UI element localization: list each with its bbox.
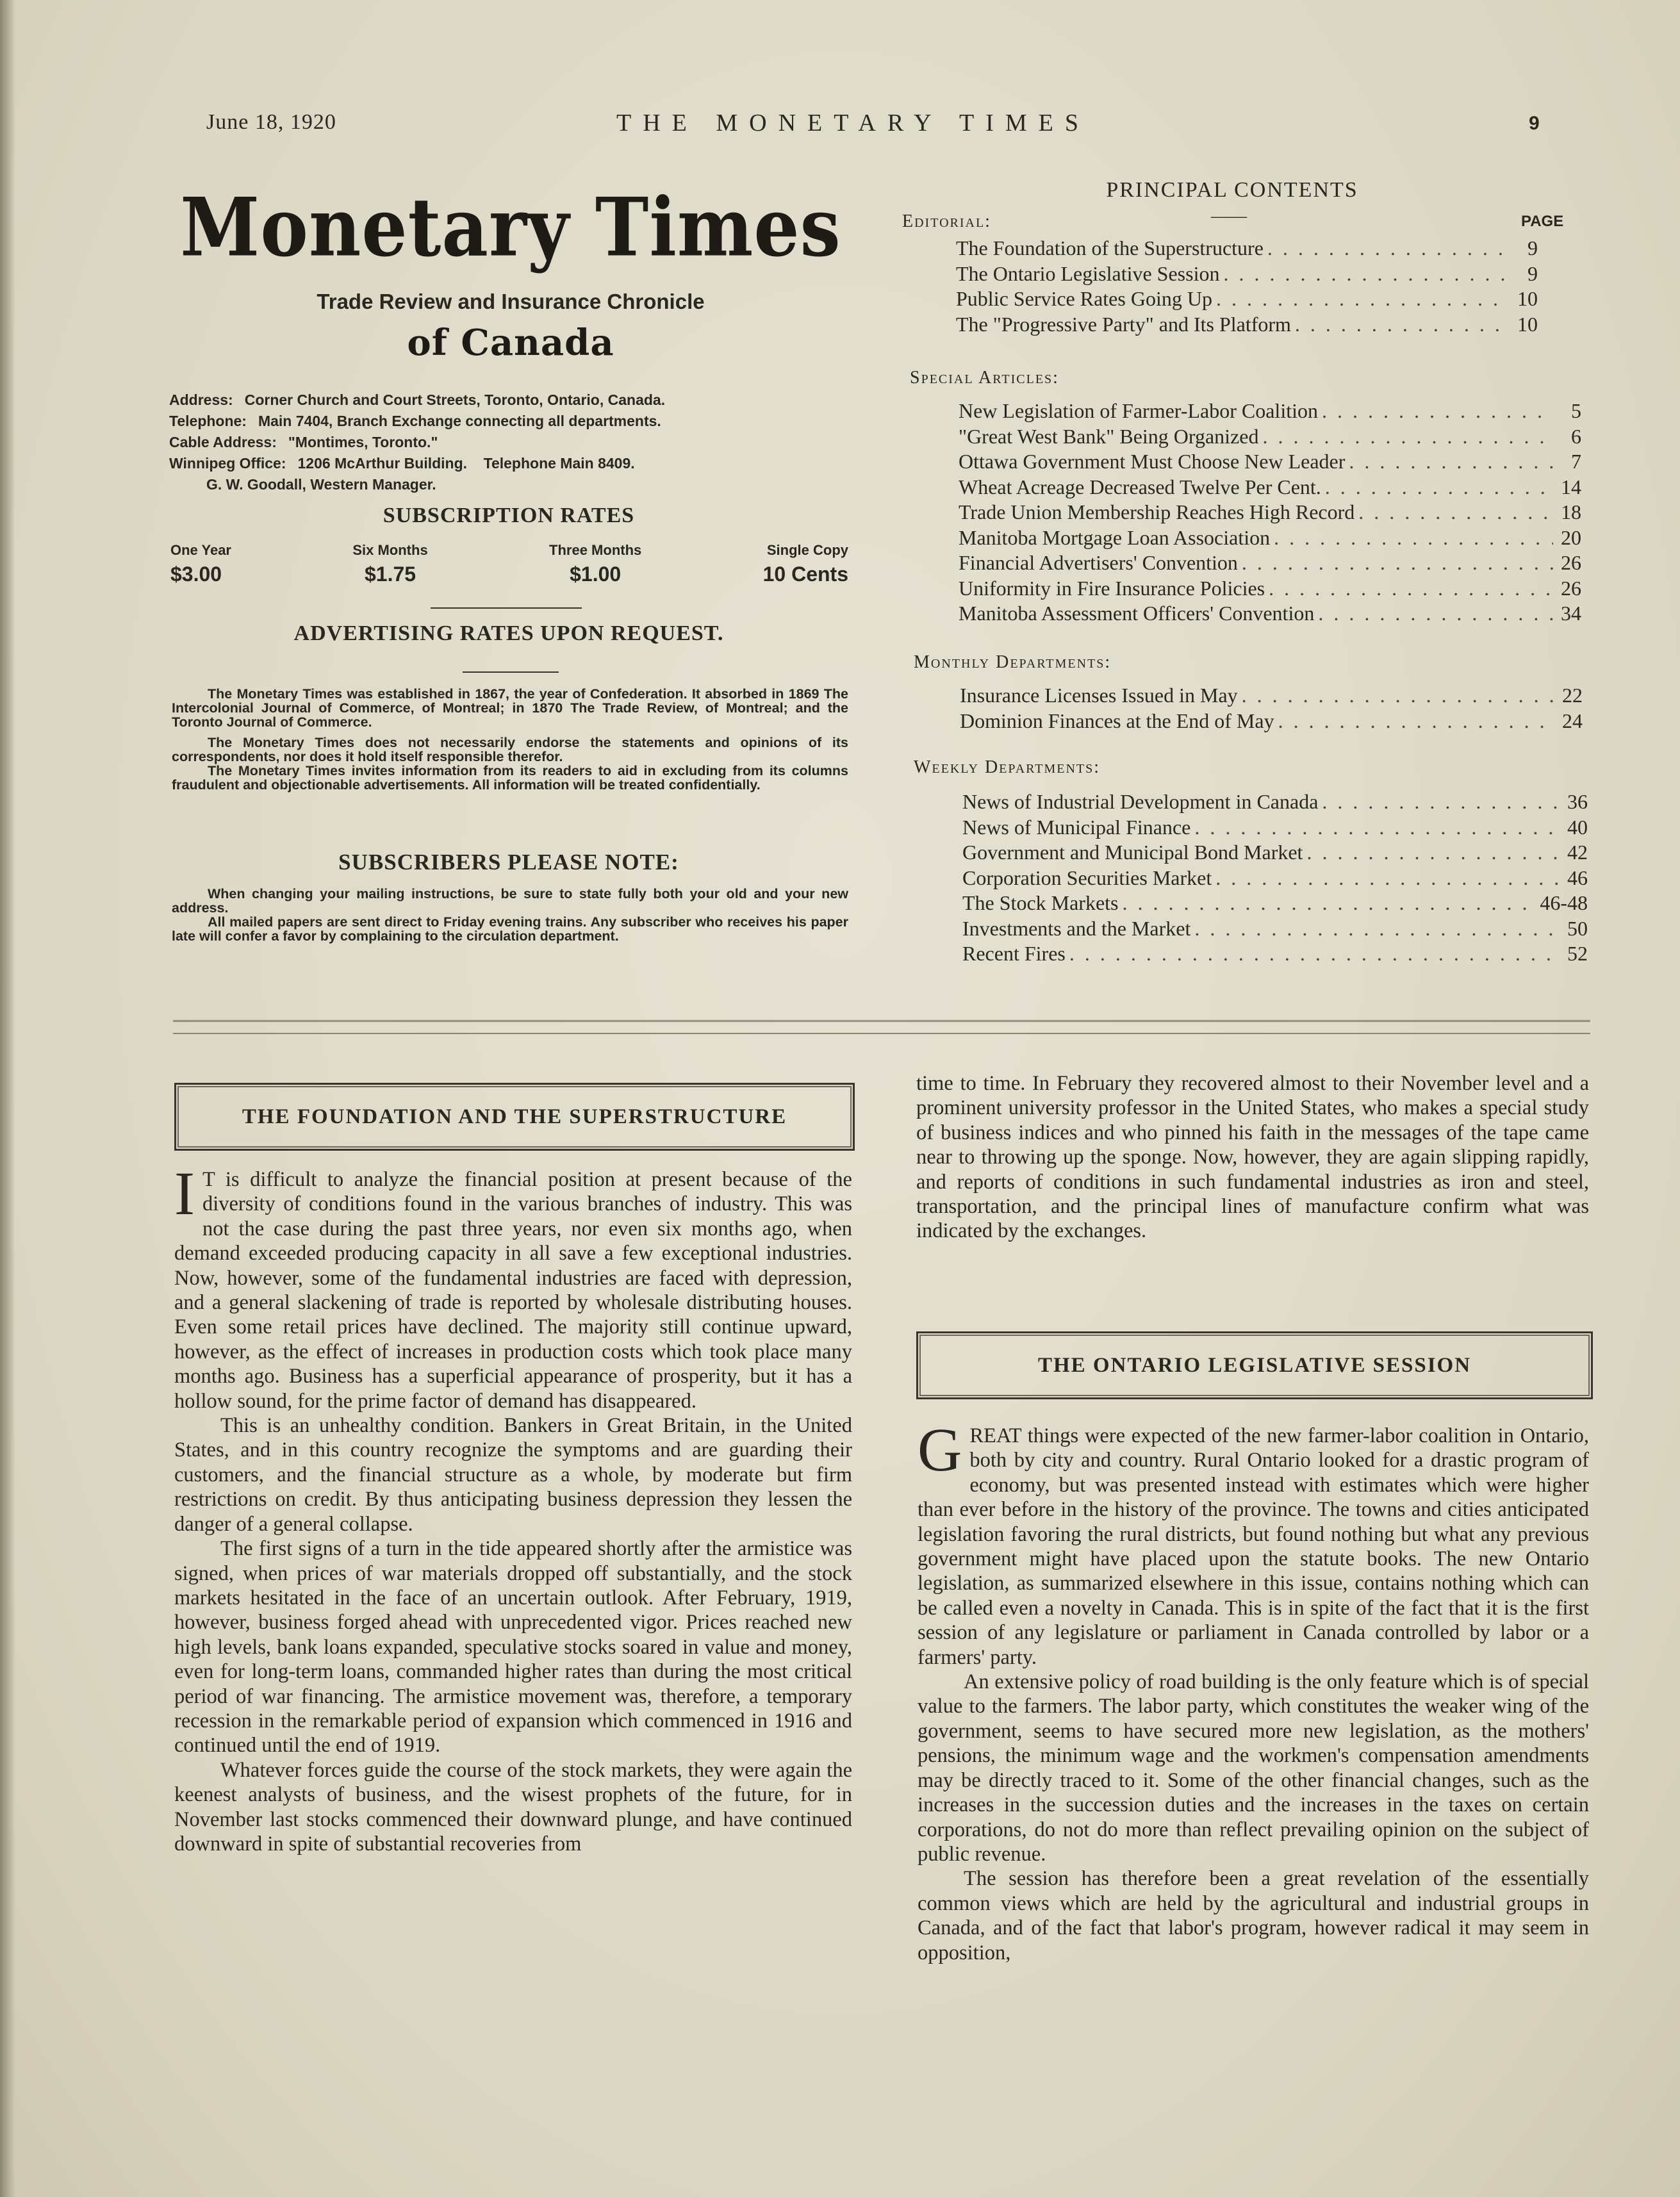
subscription-rates [170,542,848,586]
section-rule [173,1033,1590,1034]
toc-item[interactable]: Investments and the Market . . . 50 [962,916,1588,942]
contents-editorial-list [956,236,1538,337]
toc-item[interactable]: Corporation Securities Market . . . 46 [962,866,1588,891]
article-paragraph: time to time. In February they recovered almost to their November level and a prominent university professor in the United States, who makes a special study of business indices and who pinned his faith in the messages of the tape came near to throwing up the sponge. Now, however, they are again slipping rapidly, and reports of conditions in such fundamental industries as iron and steel, transportation, and the principal lines of manufacture confirm what was indicated by the exchanges. [916,1072,1589,1243]
contents-special-list [959,399,1581,627]
toc-item[interactable]: The Ontario Legislative Session . . . 9 [956,261,1538,287]
toc-item[interactable]: Government and Municipal Bond Market . . . 42 [962,840,1588,866]
toc-item[interactable]: Dominion Finances at the End of May . . . 24 [960,709,1583,734]
address-block [169,390,848,495]
contents-section-monthly: Monthly Departments: [914,652,1112,672]
winnipeg-line: Winnipeg Office: 1206 McArthur Building. Telephone Main 8409. [169,455,635,472]
masthead [168,181,853,364]
article-paragraph: The first signs of a turn in the tide appeared shortly after the armistice was signed, when prices of war materials dropped off substantially, and the stock markets hesitated in the face of an uncertain outlook. After February, 1919, however, business forged ahead with unprecedented vigor. Prices reached new high levels, bank loans expanded, speculative stocks soared in value and money, even for long-term loans, commanded higher rates than during the most critical period of war financing. The armistice movement was, therefore, a temporary recession in the remarkable period of expansion which commenced in 1916 and continued until the end of 1919. [174,1537,852,1757]
telephone-line: Telephone: Main 7404, Branch Exchange connecting all departments. [169,413,661,429]
running-title: THE MONETARY TIMES [616,110,1090,136]
drop-cap: G [918,1415,962,1484]
subscribers-notes [172,887,848,943]
toc-item[interactable]: The "Progressive Party" and Its Platform . . . 10 [956,312,1538,338]
contents-title: PRINCIPAL CONTENTS [1106,178,1358,202]
rate-three-months: Three Months $1.00 [549,542,642,586]
article-paragraph: Whatever forces guide the course of the stock markets, they were again the keenest analysts of business, and the wisest prophets of the future, for in November last stocks commenced their downward plunge, and have continued downward in spite of substantial recoveries from [174,1758,852,1856]
toc-item[interactable]: Ottawa Government Must Choose New Leader . . . 7 [959,449,1581,475]
page-label: PAGE [1521,213,1564,230]
article-ontario-body [918,1415,1589,1965]
toc-item[interactable]: Recent Fires . . . 52 [962,941,1588,967]
contents-section-editorial: Editorial: [902,211,991,231]
article-paragraph: I T is difficult to analyze the financial position at present because of the diversity of conditions found in the various branches of industry. This was not the case during the past three years, nor even six months ago, when demand exceeded producing capacity in all save a few exceptional industries. Now, however, some of the fundamental industries are faced with depression, and a general slackening of trade is reported by wholesale distributing houses. Even some retail prices have declined. The majority still continue upward, however, as the effect of increases in production costs which took place many months ago. Business has a superficial appearance of prosperity, but it has a hollow sound, for the prime factor of demand has disappeared. [174,1159,852,1413]
subscribers-heading: SUBSCRIBERS PLEASE NOTE: [338,850,679,875]
section-rule [173,1020,1590,1022]
toc-item[interactable]: "Great West Bank" Being Organized . . . 6 [959,424,1581,450]
article-paragraph: GREAT things were expected of the new farmer-labor coalition in Ontario, both by city and country. Rural Ontario looked for a drastic program of economy, but was presented instead with estimates which were higher than ever before in the history of the province. The towns and cities anticipated legislation favoring the rural districts, but found nothing but what any previous government might have placed upon the statute books. The new Ontario legislation, as summarized elsewhere in this issue, contains nothing which can be called even a novelty in Canada. This is in spite of the fact that it is the first session of any legislature or parliament in Canada controlled by labor or a farmers' party. [918,1415,1589,1669]
rate-six-months: Six Months $1.75 [352,542,428,586]
toc-item[interactable]: Public Service Rates Going Up . . . 10 [956,286,1538,312]
headline-foundation: THE FOUNDATION AND THE SUPERSTRUCTURE [174,1083,855,1151]
rate-single-copy: Single Copy 10 Cents [762,542,848,586]
subscription-heading: SUBSCRIPTION RATES [383,504,635,527]
masthead-title: Monetary Times [180,181,841,275]
rate-one-year: One Year $3.00 [170,542,231,586]
page-number: 9 [1529,113,1540,134]
divider [463,671,559,673]
toc-item[interactable]: New Legislation of Farmer-Labor Coalition . . . 5 [959,399,1581,424]
publication-notes [172,687,848,792]
note-delivery: All mailed papers are sent direct to Friday evening trains. Any subscriber who receives his paper late will confer a favor by complaining to the circulation department. [172,914,848,944]
note-mailing: When changing your mailing instructions, be sure to state fully both your old and your new address. [172,886,848,916]
article-paragraph: This is an unhealthy condition. Bankers in Great Britain, in the United States, and in this country recognize the symptoms and are guarding their customers, and the financial structure as a whole, by moderate but firm restrictions on credit. By thus anticipating business depression they lessen the danger of a general collapse. [174,1414,852,1536]
toc-item[interactable]: The Foundation of the Superstructure . . . 9 [956,236,1538,261]
toc-item[interactable]: Manitoba Mortgage Loan Association . . . 20 [959,525,1581,551]
drop-cap: I [174,1159,195,1228]
note-advertising: The Monetary Times invites information from its readers to aid in excluding from its columns fraudulent and objectionable advertisements. All information will be treated confidentially. [172,763,848,793]
masthead-subtitle: Trade Review and Insurance Chronicle [317,290,705,313]
article-foundation-continued [916,1071,1589,1244]
toc-item[interactable]: Wheat Acreage Decreased Twelve Per Cent. . . . 14 [959,475,1581,500]
toc-item[interactable]: Insurance Licenses Issued in May . . . 22 [960,683,1583,709]
toc-item[interactable]: Uniformity in Fire Insurance Policies . . . 26 [959,576,1581,602]
divider [431,607,582,609]
article-foundation-body [174,1159,852,1856]
toc-item[interactable]: The Stock Markets . . . 46-48 [962,891,1588,916]
contents-monthly-list [960,683,1583,734]
toc-item[interactable]: News of Municipal Finance . . . 40 [962,815,1588,841]
contents-weekly-list [962,789,1588,967]
headline-ontario: THE ONTARIO LEGISLATIVE SESSION [916,1331,1593,1399]
article-paragraph: An extensive policy of road building is the only feature which is of special value to the farmers. The labor party, which constitutes the weaker wing of the government, seems to have secured more new legislation, as the mothers' pensions, the minimum wage and the workmen's compensation amendments may be directly traced to it. Some of the other financial changes, such as the increases in the succession duties and the increases in the taxes on certain corporations, do not do more than reflect prevailing opinion on the subject of public revenue. [918,1670,1589,1866]
address-line: Address: Corner Church and Court Streets, Toronto, Ontario, Canada. [169,391,666,408]
toc-item[interactable]: News of Industrial Development in Canada . . . 36 [962,789,1588,815]
note-history: The Monetary Times was established in 1867, the year of Confederation. It absorbed in 1869 The Intercolonial Journal of Commerce, of Montreal; in 1870 The Trade Review, of Montreal; and the Toronto Journal of Commerce. [172,686,848,730]
binding-edge [0,0,15,2197]
advertising-notice: ADVERTISING RATES UPON REQUEST. [293,621,724,645]
article-paragraph: The session has therefore been a great revelation of the essentially common views which are held by the agricultural and industrial groups in Canada, and of the fact that labor's program, however radical it may seem in opposition, [918,1867,1589,1964]
toc-item[interactable]: Trade Union Membership Reaches High Record . . . 18 [959,500,1581,525]
note-endorse: The Monetary Times does not necessarily endorse the statements and opinions of its correspondents, nor does it hold itself responsible therefor. [172,735,848,764]
contents-section-special: Special Articles: [910,368,1059,388]
issue-date: June 18, 1920 [206,110,336,134]
toc-item[interactable]: Financial Advertisers' Convention . . . 26 [959,550,1581,576]
toc-item[interactable]: Manitoba Assessment Officers' Convention . . . 34 [959,601,1581,627]
manager-line: G. W. Goodall, Western Manager. [206,476,436,493]
cable-line: Cable Address: "Montimes, Toronto." [169,434,438,450]
contents-section-weekly: Weekly Departments: [914,757,1101,777]
masthead-canada: of Canada [407,322,614,364]
dash: —— [1211,206,1247,226]
